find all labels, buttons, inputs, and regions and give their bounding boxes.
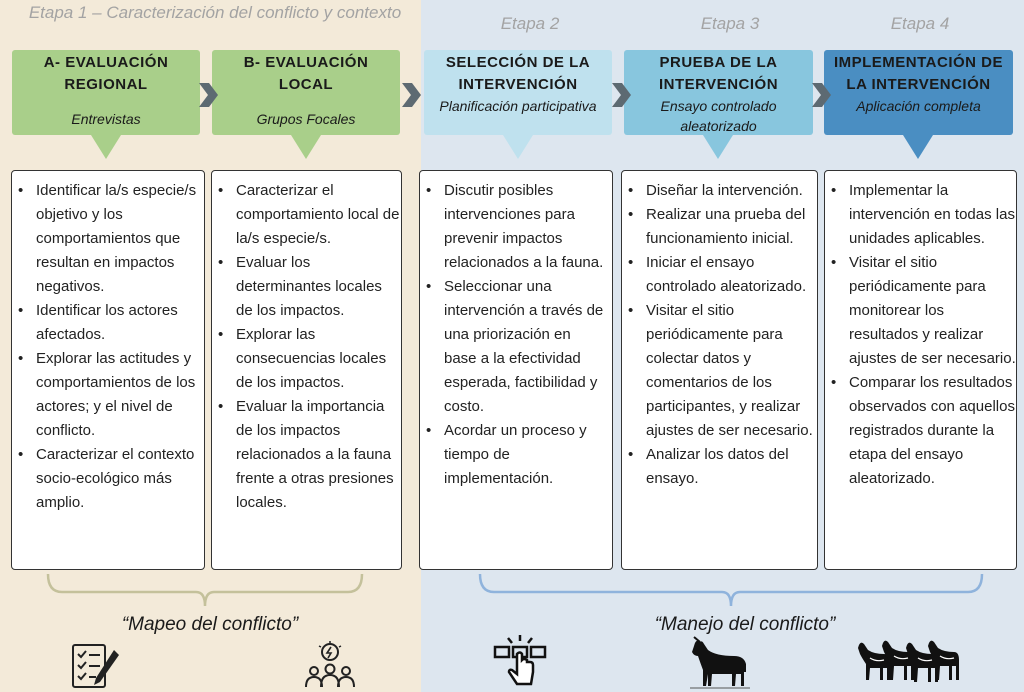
header-pointer [703,135,733,159]
header-subtitle: Entrevistas [71,111,141,127]
goat-icon [688,636,752,690]
list-item: • Explorar las actitudes y comportamientos de los actores; y el nivel de conflicto. [12,347,204,443]
chevron-right-icon [400,82,422,108]
header-pointer [503,135,533,159]
chevron-right-icon [610,82,632,108]
management-caption: “Manejo del conflicto” [654,614,836,635]
header-title: A- EVALUACIÓN REGIONAL [43,54,169,93]
header-subtitle: Aplicación completa [856,98,981,114]
list-item: • Caracterizar el contexto socio-ecológico más amplio. [12,443,204,515]
stage2-label: Etapa 2 [500,14,560,33]
activities-box-implementation [824,170,1017,570]
list-item: • Explorar las consecuencias locales de los impactos. [212,323,401,395]
list-item: • Identificar la/s especie/s objetivo y los comportamientos que resultan en impactos negativos. [12,179,204,299]
list-item: • Realizar una prueba del funcionamiento inicial. [622,203,817,251]
header-title: B- EVALUACIÓN LOCAL [243,54,369,93]
header-intervention-implementation [824,50,1013,135]
header-pointer [903,135,933,159]
header-subtitle: Planificación participativa [439,98,597,114]
chevron-right-icon [197,82,219,108]
header-regional-evaluation [12,50,200,135]
list-item: • Diseñar la intervención. [622,179,817,203]
header-title: IMPLEMENTACIÓN DE LA INTERVENCIÓN [833,54,1004,93]
list-item: • Discutir posibles intervenciones para prevenir impactos relacionados a la fauna. [420,179,606,275]
checklist-icon [70,642,122,690]
activities-box-test [621,170,818,570]
touch-button-icon [493,634,547,690]
header-subtitle: Ensayo controlado aleatorizado [660,98,777,134]
list-item: • Seleccionar una intervención a través de una priorización en base a la efectividad esperada, factibilidad y costo. [420,275,606,419]
header-pointer [291,135,321,159]
participants-icon [304,640,356,690]
header-title: PRUEBA DE LA INTERVENCIÓN [658,54,779,93]
management-brace [478,572,984,612]
list-item: • Visitar el sitio periódicamente para monitorear los resultados y realizar ajustes de ser necesario. [825,251,1016,371]
stage3-label: Etapa 3 [700,14,760,33]
stage4-label: Etapa 4 [890,14,950,33]
activities-box-selection [419,170,613,570]
activities-box-local [211,170,402,570]
header-title: SELECCIÓN DE LA INTERVENCIÓN [445,54,591,93]
list-item: • Acordar un proceso y tiempo de implementación. [420,419,606,491]
list-item: • Iniciar el ensayo controlado aleatorizado. [622,251,817,299]
mapping-brace [46,572,364,612]
list-item: • Analizar los datos del ensayo. [622,443,817,491]
list-item: • Caracterizar el comportamiento local de la/s especie/s. [212,179,401,251]
stage1-label: Etapa 1 – Caracterización del conflicto y contexto [28,3,402,22]
header-intervention-selection [424,50,612,135]
list-item: • Comparar los resultados observados con aquellos registrados durante la etapa del ensayo aleatorizado. [825,371,1016,491]
header-pointer [91,135,121,159]
header-subtitle: Grupos Focales [256,111,356,127]
header-local-evaluation [212,50,400,135]
list-item: • Evaluar los determinantes locales de los impactos. [212,251,401,323]
activities-box-regional [11,170,205,570]
list-item: • Visitar el sitio periódicamente para colectar datos y comentarios de los participantes, y realizar ajustes de ser necesario. [622,299,817,443]
list-item: • Implementar la intervención en todas las unidades aplicables. [825,179,1016,251]
header-intervention-test [624,50,813,135]
mapping-caption: “Mapeo del conflicto” [121,614,299,635]
list-item: • Identificar los actores afectados. [12,299,204,347]
list-item: • Evaluar la importancia de los impactos relacionados a la fauna frente a otras presiones locales. [212,395,401,515]
chevron-right-icon [810,82,832,108]
goat-herd-icon [856,636,960,690]
